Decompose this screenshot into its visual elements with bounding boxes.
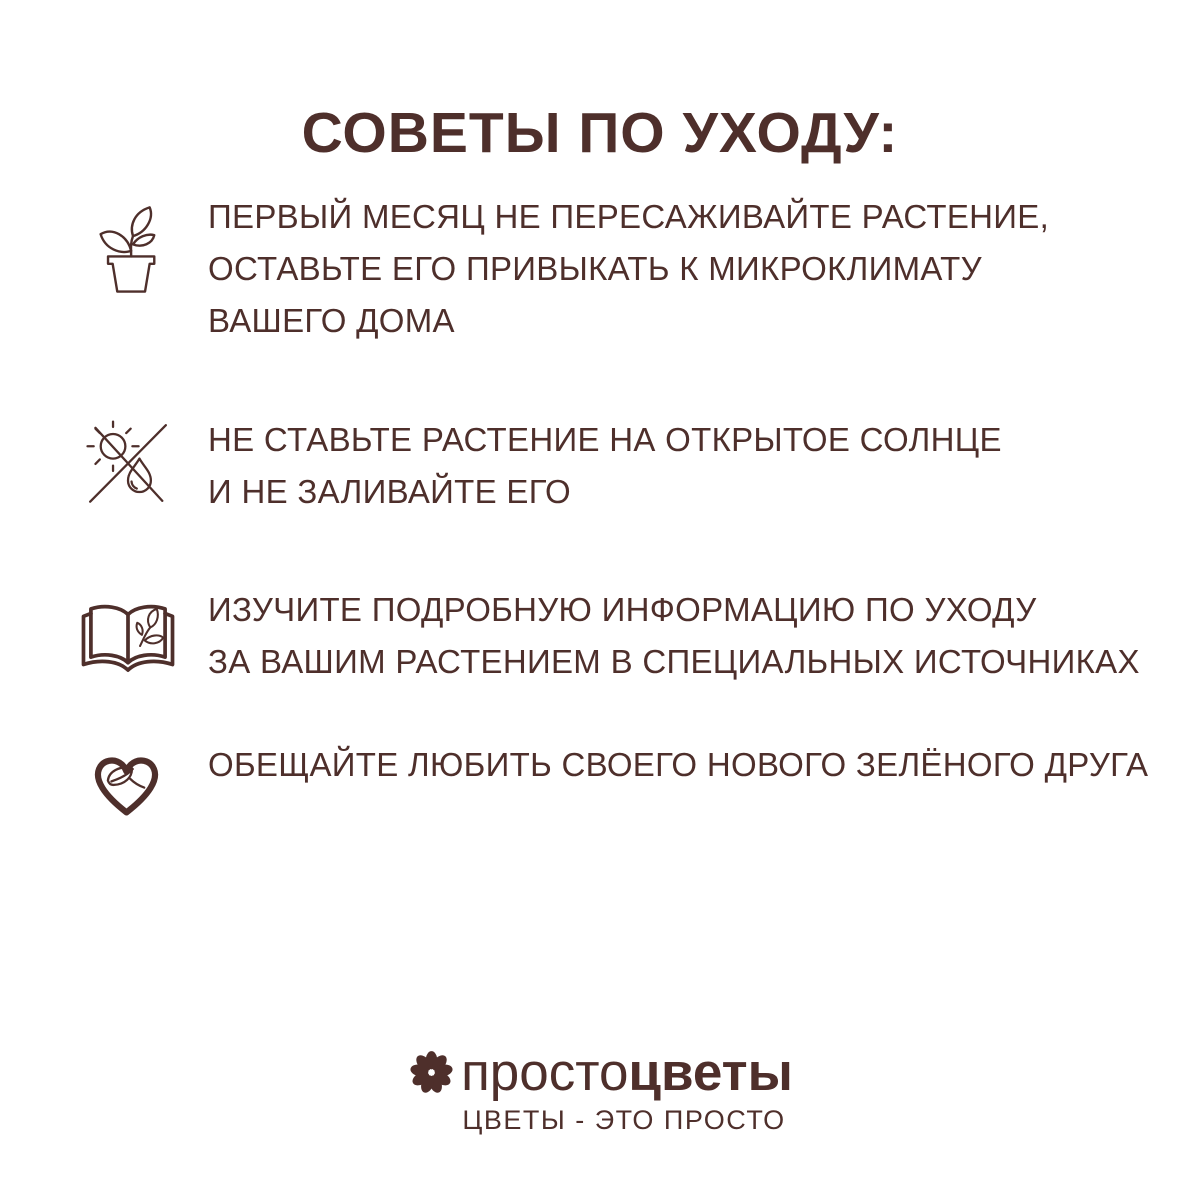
footer-brand [0,1043,1200,1136]
tip-text [208,191,1049,347]
tip-text-line: ПЕРВЫЙ МЕСЯЦ НЕ ПЕРЕСАЖИВАЙТЕ РАСТЕНИЕ, [208,198,1050,235]
brand-name-regular: просто [461,1043,629,1102]
no-sun-no-water-icon [84,414,172,512]
tip-text [208,414,1002,518]
tip-text-line: ВАШЕГО ДОМА [208,302,455,339]
tip-text-line: ОБЕЩАЙТЕ ЛЮБИТЬ СВОЕГО НОВОГО ЗЕЛЁНОГО ДРУГА [208,746,1149,783]
heart-leaf-icon [84,740,169,821]
brand-name [461,1043,793,1102]
tip-text-line: ИЗУЧИТЕ ПОДРОБНУЮ ИНФОРМАЦИЮ ПО УХОДУ [208,591,1037,628]
tip-text [208,739,1148,791]
brand-tagline: ЦВЕТЫ - ЭТО ПРОСТО [462,1105,786,1135]
page-title: СОВЕТЫ ПО УХОДУ: [301,101,899,166]
tip-text-line: ОСТАВЬТЕ ЕГО ПРИВЫКАТЬ К МИКРОКЛИМАТУ [208,250,982,287]
brand-logo [407,1043,793,1102]
open-book-icon [77,601,179,678]
tip-text-line: ЗА ВАШИМ РАСТЕНИЕМ В СПЕЦИАЛЬНЫХ ИСТОЧНИКАХ [208,643,1140,680]
brand-name-bold: цветы [628,1043,793,1102]
tip-text-line: НЕ СТАВЬТЕ РАСТЕНИЕ НА ОТКРЫТОЕ СОЛНЦЕ [208,421,1002,458]
tip-text-line: И НЕ ЗАЛИВАЙТЕ ЕГО [208,473,572,510]
potted-plant-icon [96,200,170,298]
tip-text [208,584,1140,688]
flower-icon [407,1048,456,1097]
